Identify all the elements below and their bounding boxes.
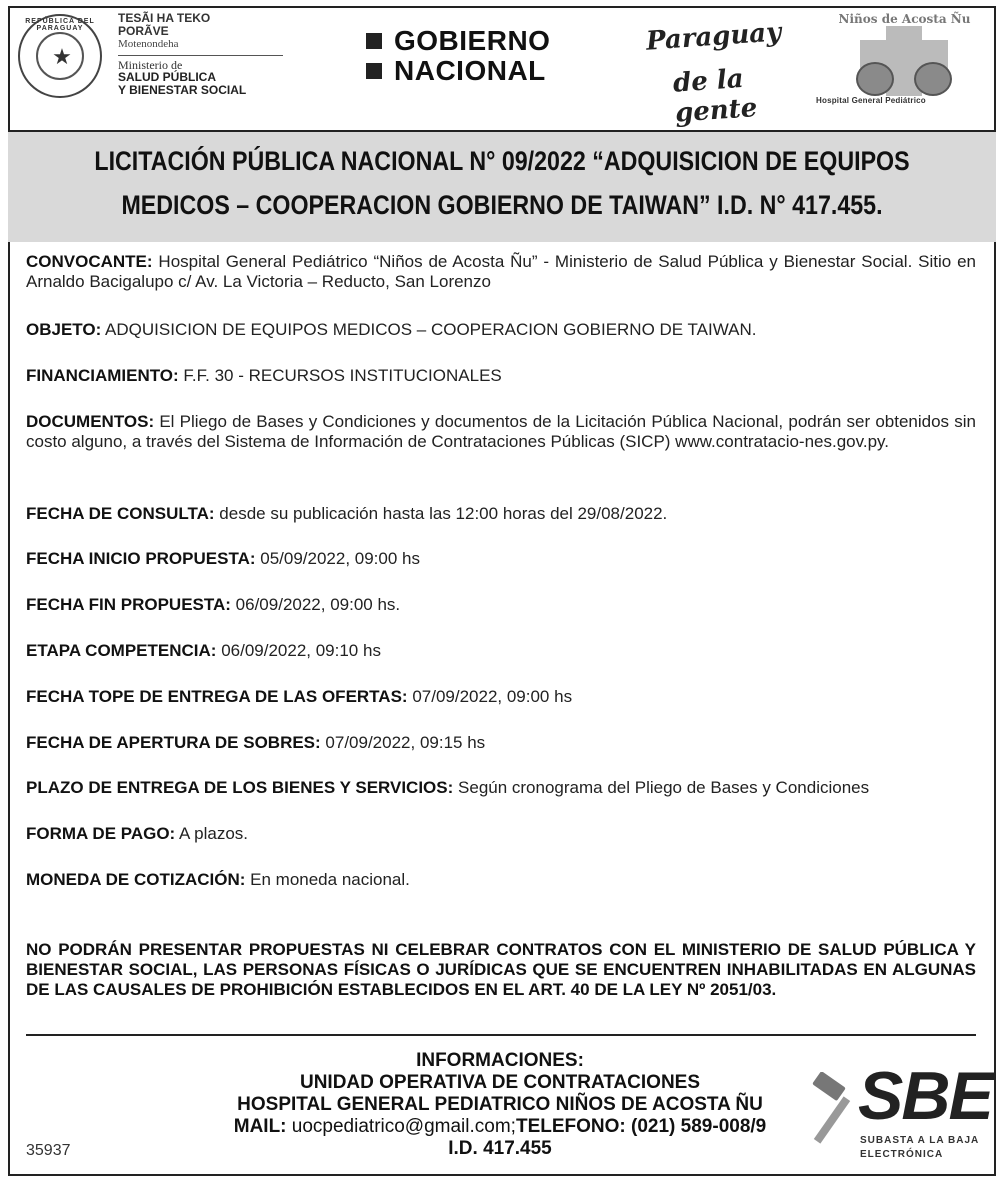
objeto-text: ADQUISICION DE EQUIPOS MEDICOS – COOPERACION GOBIERNO DE TAIWAN. [101, 320, 757, 339]
paraguay-line2: de la gente [672, 63, 759, 129]
ministry-line3: Motenondeha [118, 38, 179, 50]
sbe-sub2: ELECTRÓNICA [860, 1149, 944, 1160]
title-line2: MEDICOS – COOPERACION GOBIERNO DE TAIWAN” I.D. N° 417.455. [121, 190, 883, 220]
telefono-label: TELEFONO: [515, 1116, 626, 1137]
fecha-fin-text: 06/09/2022, 09:00 hs. [230, 595, 401, 614]
fecha-tope-text: 07/09/2022, 09:00 hs [407, 687, 573, 706]
fecha-consulta-text: desde su publicación hasta las 12:00 horas del 29/08/2022. [214, 504, 668, 523]
objeto [26, 320, 976, 340]
plazo-text: Según cronograma del Pliego de Bases y Condiciones [453, 778, 870, 797]
forma-pago [26, 824, 976, 844]
documentos [26, 412, 976, 452]
info-line3: HOSPITAL GENERAL PEDIATRICO NIÑOS DE ACOSTA ÑU [237, 1094, 763, 1115]
ministry-line1: TESÃI HA TEKO [118, 11, 211, 25]
convocante-label: CONVOCANTE: [26, 252, 153, 271]
objeto-label: OBJETO: [26, 320, 102, 339]
financiamiento-label: FINANCIAMIENTO: [26, 366, 179, 385]
hospital-logo [810, 10, 996, 110]
gobierno-nacional-logo [366, 26, 550, 86]
financiamiento [26, 366, 976, 386]
seal-text: REPÚBLICA DEL PARAGUAY [25, 18, 95, 32]
mail-address: uocpediatrico@gmail.com; [286, 1116, 516, 1137]
forma-pago-label: FORMA DE PAGO: [26, 824, 176, 843]
sbe-logo [798, 1058, 992, 1170]
fecha-apertura-text: 07/09/2022, 09:15 hs [320, 733, 486, 752]
warning-text: NO PODRÁN PRESENTAR PROPUESTAS NI CELEBRAR CONTRATOS CON EL MINISTERIO DE SALUD PÚBLICA Y BIENESTAR SOCIAL, LAS PERSONAS FÍSICAS O JURÍDICAS QUE SE ENCUENTREN INHABILITADAS EN ALGUNAS DE LAS CAUSALES DE PROHIBICIÓN ESTABLECIDOS EN EL ART. 40 DE LA LEY Nº 2051/03. [26, 940, 976, 999]
sbe-subtitle [860, 1134, 979, 1162]
telefono-number: (021) 589-008/9 [625, 1116, 767, 1137]
fecha-apertura-label: FECHA DE APERTURA DE SOBRES: [26, 733, 321, 752]
moneda-label: MONEDA DE COTIZACIÓN: [26, 870, 246, 889]
moneda-text: En moneda nacional. [245, 870, 410, 889]
info-contact-line [180, 1116, 820, 1138]
title-line1: LICITACIÓN PÚBLICA NACIONAL N° 09/2022 “ADQUISICION DE EQUIPOS [94, 146, 910, 176]
ad-number: 35937 [26, 1142, 71, 1159]
convocante-text: Hospital General Pediátrico “Niños de Acosta Ñu” - Ministerio de Salud Pública y Bienestar Social. Sitio en Arnaldo Bacigalupo c/ Av. La Victoria – Reducto, San Lorenzo [26, 252, 976, 291]
fecha-inicio [26, 549, 976, 569]
plazo-entrega [26, 778, 976, 798]
convocante [26, 252, 976, 292]
documentos-text: El Pliego de Bases y Condiciones y documentos de la Licitación Pública Nacional, podrán ser obtenidos sin costo alguno, a través del Sistema de Información de Contrataciones Públicas (SICP) www.contratacio-nes.gov.py. [26, 412, 976, 451]
title-band [8, 130, 996, 242]
ministry-line6: Y BIENESTAR SOCIAL [118, 83, 247, 97]
info-line1: INFORMACIONES: [416, 1050, 584, 1071]
ministry-logo [118, 12, 293, 97]
mail-label: MAIL: [233, 1116, 287, 1137]
sbe-sub1: SUBASTA A LA BAJA [860, 1135, 980, 1146]
ministry-line4: Ministerio de [118, 58, 183, 72]
ministry-line2: PORÃVE [118, 24, 169, 38]
seal-icon [18, 14, 102, 98]
info-id: I.D. 417.455 [448, 1138, 552, 1159]
sbe-word: SBE [858, 1058, 992, 1134]
divider [26, 1034, 976, 1036]
hospital-logo-caption: Hospital General Pediátrico [816, 96, 926, 105]
etapa-label: ETAPA COMPETENCIA: [26, 641, 217, 660]
contact-info [180, 1050, 820, 1160]
forma-pago-text: A plazos. [175, 824, 248, 843]
fecha-tope [26, 687, 976, 707]
ministry-line5: SALUD PÚBLICA [118, 70, 216, 84]
gobierno-line1: GOBIERNO [394, 25, 551, 56]
paraguay-line1: Paraguay [645, 17, 783, 57]
etapa-text: 06/09/2022, 09:10 hs [216, 641, 381, 660]
star-icon: ★ [52, 44, 72, 69]
financiamiento-text: F.F. 30 - RECURSOS INSTITUCIONALES [178, 366, 502, 385]
hammer-icon [808, 1072, 860, 1150]
plazo-label: PLAZO DE ENTREGA DE LOS BIENES Y SERVICIOS: [26, 778, 454, 797]
paraguay-logo [640, 16, 810, 129]
fecha-inicio-text: 05/09/2022, 09:00 hs [255, 549, 420, 568]
header [10, 8, 994, 129]
fecha-inicio-label: FECHA INICIO PROPUESTA: [26, 549, 256, 568]
fecha-tope-label: FECHA TOPE DE ENTREGA DE LAS OFERTAS: [26, 687, 408, 706]
fecha-consulta [26, 504, 976, 524]
fecha-consulta-label: FECHA DE CONSULTA: [26, 504, 215, 523]
fecha-fin-label: FECHA FIN PROPUESTA: [26, 595, 231, 614]
moneda-cotizacion [26, 870, 976, 890]
documentos-label: DOCUMENTOS: [26, 412, 155, 431]
fecha-fin [26, 595, 976, 615]
fecha-apertura [26, 733, 976, 753]
gobierno-line2: NACIONAL [394, 55, 546, 86]
hospital-logo-arc: Niños de Acosta Ñu [838, 12, 971, 26]
etapa-competencia [26, 641, 976, 661]
info-line2: UNIDAD OPERATIVA DE CONTRATACIONES [299, 1072, 701, 1093]
